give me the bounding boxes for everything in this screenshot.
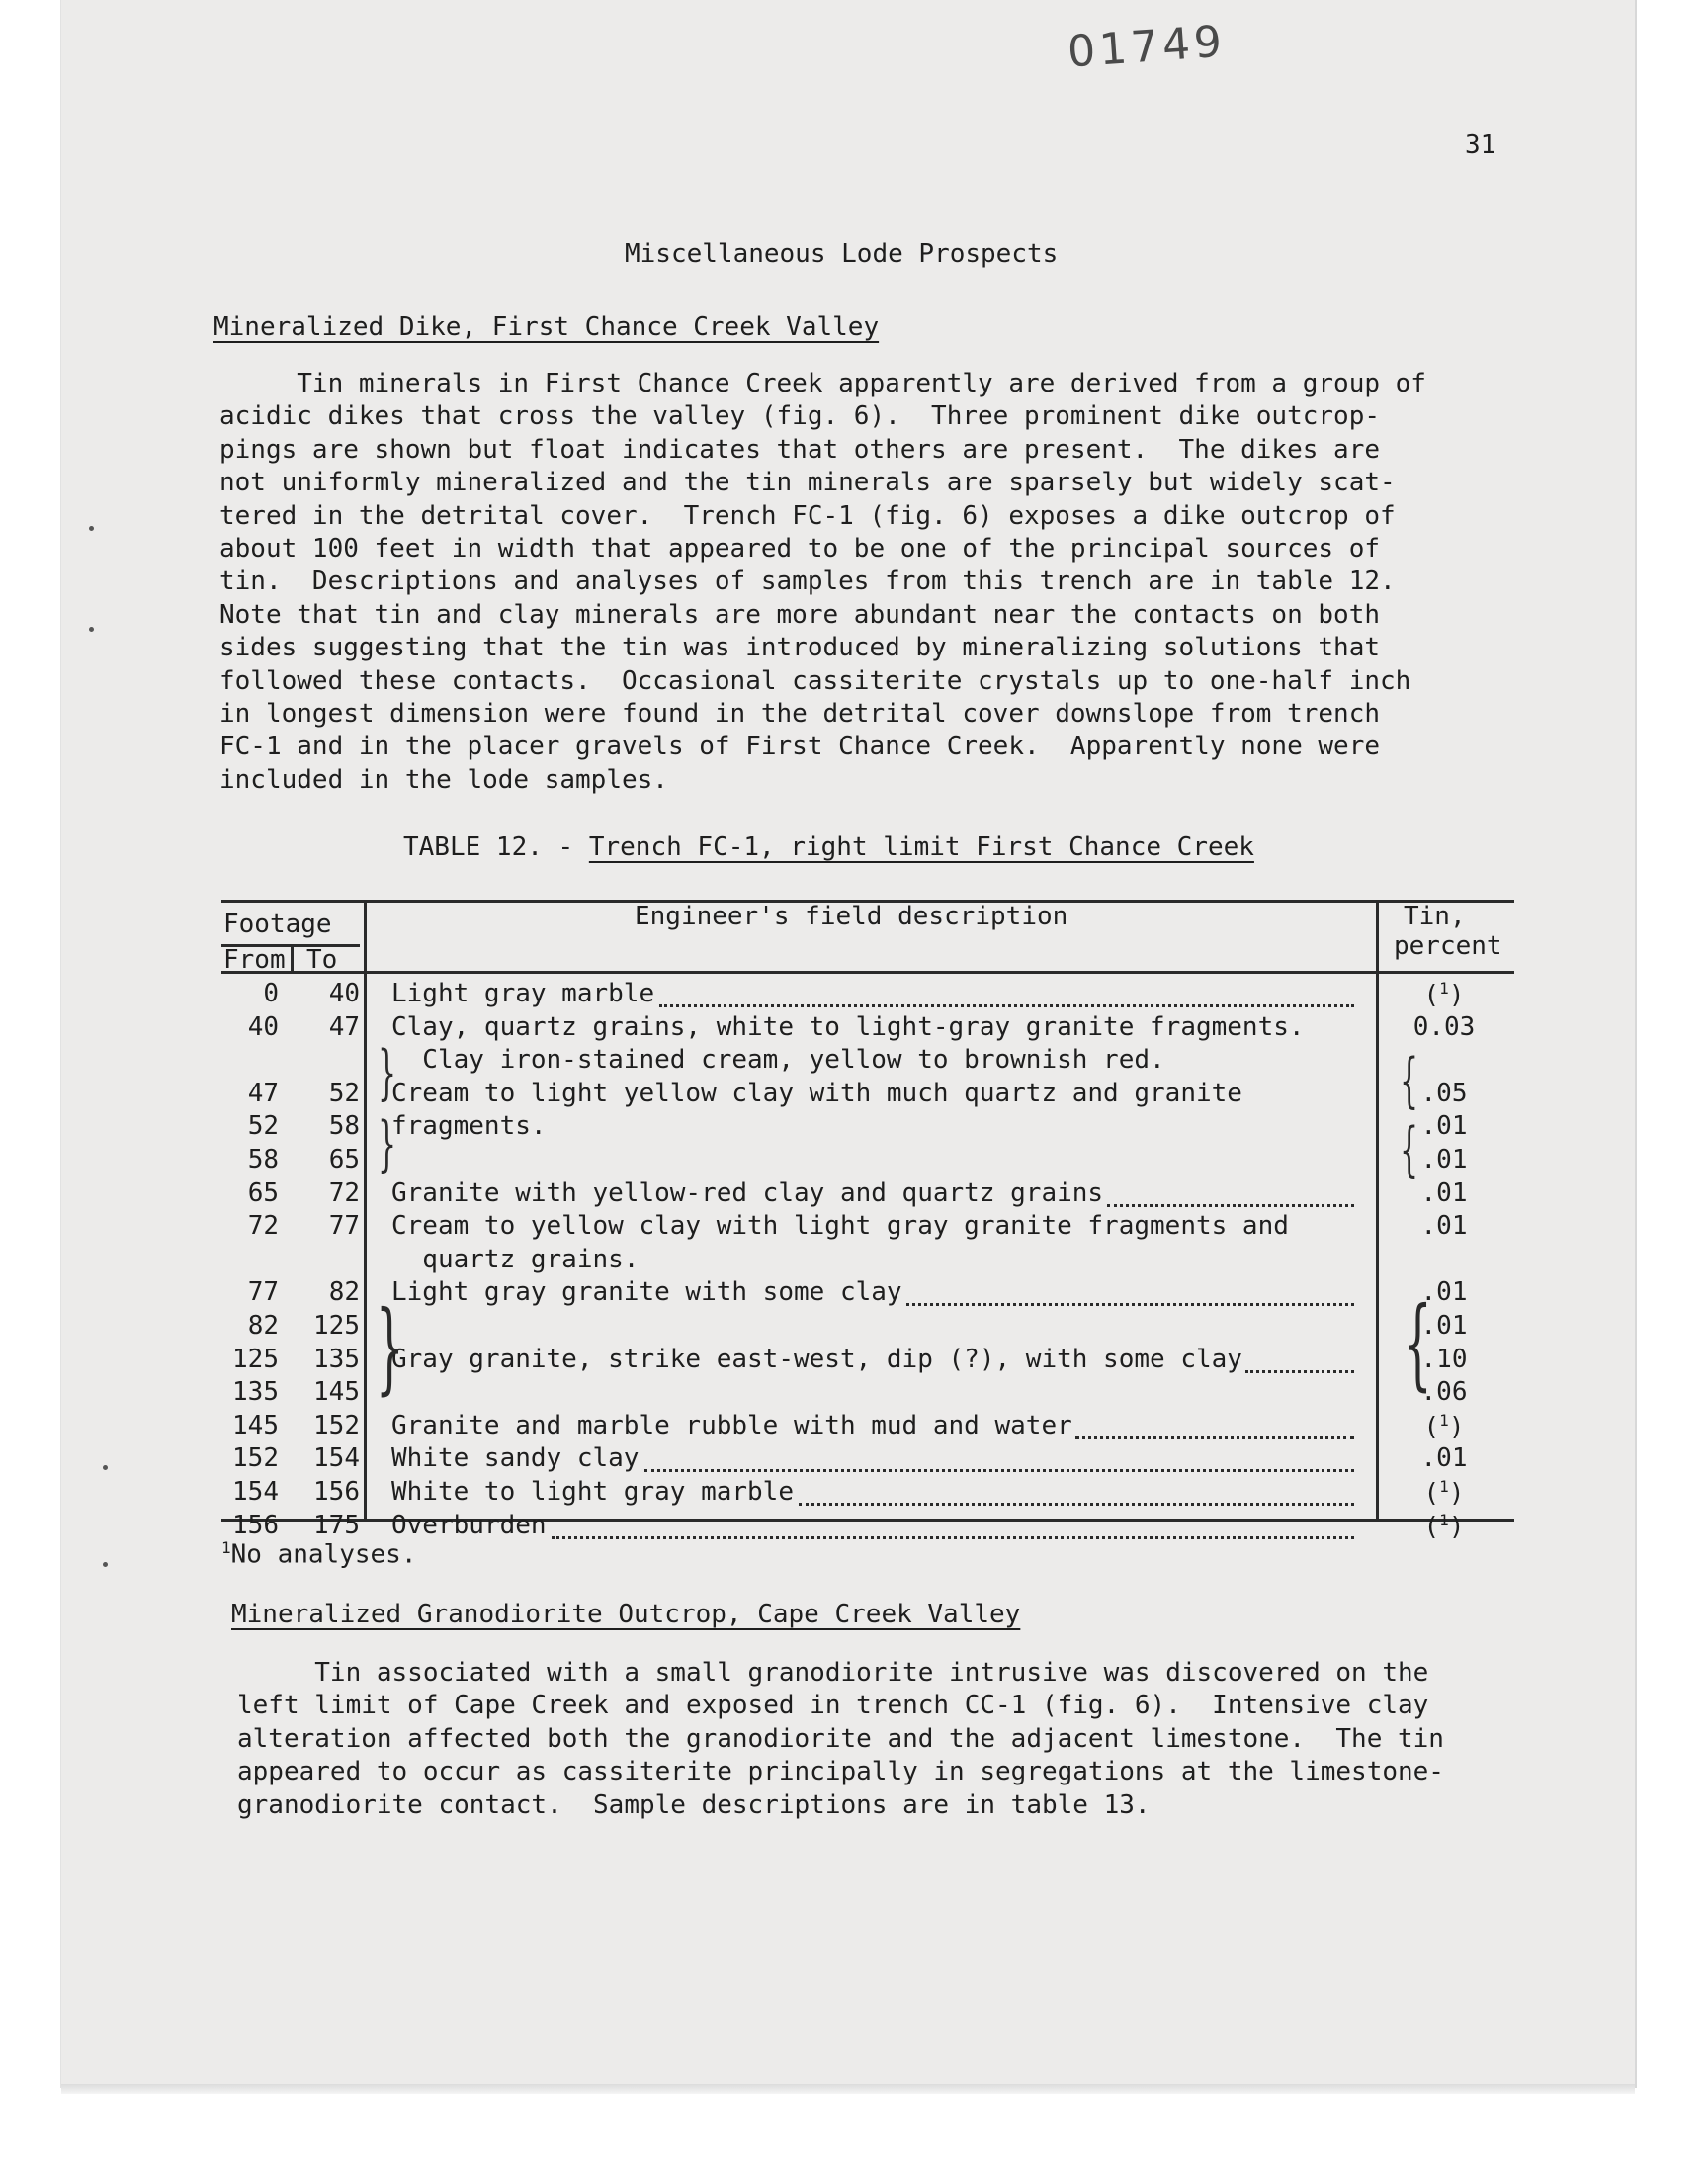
cell-to: 145 xyxy=(313,1377,360,1408)
table-row xyxy=(221,1477,1514,1510)
cell-from: 72 xyxy=(247,1211,279,1242)
table-row xyxy=(221,1178,1514,1211)
brace-47-58: } xyxy=(378,1038,397,1107)
cell-tin: ($^1$) xyxy=(1423,1477,1465,1509)
paragraph-dike-line: Tin minerals in First Chance Creek apparently are derived from a group of xyxy=(219,369,1426,398)
table-row xyxy=(221,1443,1514,1476)
scan-mark xyxy=(103,1465,108,1470)
table-row xyxy=(221,1145,1514,1177)
cell-to: 40 xyxy=(328,979,360,1008)
cell-tin: .10 xyxy=(1420,1344,1468,1374)
heading-mineralized-dike: Mineralized Dike, First Chance Creek Valley xyxy=(214,312,880,342)
paragraph-granodiorite-line: appeared to occur as cassiterite principally in segregations at the limestone- xyxy=(237,1757,1444,1787)
dot-leader xyxy=(799,1501,1354,1506)
from-to-divider xyxy=(291,944,294,972)
cell-description: Granite with yellow-red clay and quartz grains xyxy=(391,1177,1104,1208)
paragraph-dike-line: not uniformly mineralized and the tin minerals are sparsely but widely scat- xyxy=(219,468,1396,498)
header-from: From xyxy=(223,945,286,975)
cell-from: 152 xyxy=(232,1443,279,1474)
section-title: Miscellaneous Lode Prospects xyxy=(625,239,1059,269)
footnote-mark: 1 xyxy=(221,1538,231,1557)
dot-leader xyxy=(1107,1202,1354,1207)
cell-to: 52 xyxy=(328,1078,360,1108)
page-shadow xyxy=(61,2084,1635,2094)
cell-to: 154 xyxy=(313,1443,360,1474)
dot-leader xyxy=(644,1467,1354,1472)
cell-to: 65 xyxy=(328,1145,360,1174)
cell-tin: .05 xyxy=(1420,1078,1468,1108)
cell-from: 65 xyxy=(247,1177,279,1208)
cell-to: 175 xyxy=(313,1510,360,1540)
paragraph-granodiorite-line: Tin associated with a small granodiorite intrusive was discovered on the xyxy=(237,1658,1429,1688)
cell-to: 152 xyxy=(313,1410,360,1440)
table-row xyxy=(221,1411,1514,1443)
paragraph-dike-line: tin. Descriptions and analyses of samples from this trench are in table 12. xyxy=(219,566,1396,597)
scan-mark xyxy=(103,1562,108,1567)
table-caption xyxy=(403,832,1254,862)
brace-tin-82-145: { xyxy=(1404,1285,1432,1401)
paragraph-dike-line: about 100 feet in width that appeared to be one of the principal sources of xyxy=(219,534,1380,565)
table-caption-prefix: TABLE 12. - xyxy=(403,832,589,862)
cell-tin: ($^1$) xyxy=(1423,979,1465,1010)
cell-from: 58 xyxy=(247,1145,279,1174)
cell-from: 77 xyxy=(247,1277,279,1308)
table-row xyxy=(221,1045,1514,1078)
table-row xyxy=(221,1311,1514,1344)
cell-from: 125 xyxy=(232,1344,279,1374)
paragraph-dike-line: Note that tin and clay minerals are more abundant near the contacts on both xyxy=(219,599,1380,630)
table-row xyxy=(221,1211,1514,1244)
table-row xyxy=(221,979,1514,1011)
cell-tin: .01 xyxy=(1420,1211,1468,1242)
dot-leader xyxy=(906,1301,1354,1306)
cell-tin: .01 xyxy=(1420,1177,1468,1208)
cell-tin: .01 xyxy=(1420,1277,1468,1308)
dot-leader xyxy=(1075,1435,1354,1439)
cell-description: Gray granite, strike east-west, dip (?), with some clay xyxy=(391,1344,1242,1374)
cell-to: 77 xyxy=(328,1211,360,1242)
cell-tin: .01 xyxy=(1420,1145,1468,1174)
cell-from: 40 xyxy=(247,1011,279,1042)
paragraph-dike-line: acidic dikes that cross the valley (fig. 6). Three prominent dike outcrop- xyxy=(219,401,1380,432)
paragraph-granodiorite xyxy=(237,1657,1444,1822)
cell-to: 72 xyxy=(328,1177,360,1208)
cell-to: 82 xyxy=(328,1277,360,1308)
header-bottom-rule xyxy=(221,971,1514,974)
dot-leader xyxy=(552,1534,1354,1539)
paragraph-granodiorite-line: left limit of Cape Creek and exposed in trench CC-1 (fig. 6). Intensive clay xyxy=(237,1691,1429,1721)
heading-granodiorite: Mineralized Granodiorite Outcrop, Cape Creek Valley xyxy=(231,1600,1021,1629)
dot-leader xyxy=(659,1002,1354,1007)
paragraph-dike-line: pings are shown but float indicates that others are present. The dikes are xyxy=(219,434,1380,465)
brace-82-145: } xyxy=(376,1289,404,1405)
scan-mark xyxy=(89,627,94,632)
paragraph-dike-line: in longest dimension were found in the detrital cover downslope from trench xyxy=(219,699,1380,730)
cell-tin: ($^1$) xyxy=(1423,1510,1465,1542)
cell-to: 58 xyxy=(328,1111,360,1142)
cell-description: Light gray marble xyxy=(391,979,655,1008)
table-row xyxy=(221,1377,1514,1410)
footnote-text: No analyses. xyxy=(230,1539,417,1570)
cell-description: Granite and marble rubble with mud and water xyxy=(391,1410,1072,1440)
cell-tin: 0.03 xyxy=(1412,1011,1476,1042)
paragraph-dike xyxy=(219,368,1426,797)
cell-description: Clay, quartz grains, white to light-gray granite fragments. xyxy=(391,1011,1305,1042)
header-description: Engineer's field description xyxy=(635,902,1068,931)
cell-description: fragments. xyxy=(391,1111,547,1142)
paragraph-dike-line: tered in the detrital cover. Trench FC-1 (fig. 6) exposes a dike outcrop of xyxy=(219,500,1396,531)
cell-from: 156 xyxy=(232,1510,279,1540)
cell-from: 47 xyxy=(247,1078,279,1108)
header-to: To xyxy=(306,945,338,975)
cell-from: 52 xyxy=(247,1111,279,1142)
paragraph-granodiorite-line: alteration affected both the granodiorite and the adjacent limestone. The tin xyxy=(237,1723,1444,1754)
paragraph-granodiorite-line: granodiorite contact. Sample descriptions are in table 13. xyxy=(237,1789,1151,1820)
table-row xyxy=(221,1079,1514,1111)
cell-from: 154 xyxy=(232,1477,279,1507)
brace-tin-58-72: { xyxy=(1400,1115,1419,1184)
cell-from: 135 xyxy=(232,1377,279,1408)
brace-58-72: } xyxy=(378,1109,397,1178)
cell-from: 145 xyxy=(232,1410,279,1440)
cell-description: Clay iron-stained cream, yellow to brownish red. xyxy=(391,1045,1165,1076)
table-row xyxy=(221,1345,1514,1377)
paragraph-dike-line: FC-1 and in the placer gravels of First Chance Creek. Apparently none were xyxy=(219,732,1380,762)
cell-tin: .01 xyxy=(1420,1311,1468,1341)
cell-from: 0 xyxy=(263,979,279,1008)
table-row xyxy=(221,1277,1514,1310)
cell-tin: .06 xyxy=(1420,1377,1468,1408)
header-percent: percent xyxy=(1394,931,1502,961)
cell-description: White sandy clay xyxy=(391,1443,640,1474)
paragraph-dike-line: sides suggesting that the tin was introduced by mineralizing solutions that xyxy=(219,633,1380,663)
cell-description: quartz grains. xyxy=(391,1244,640,1274)
dot-leader xyxy=(1245,1368,1354,1373)
cell-description: Light gray granite with some clay xyxy=(391,1277,902,1308)
scan-mark xyxy=(89,526,94,531)
page-number: 31 xyxy=(1465,130,1496,160)
cell-description: Cream to light yellow clay with much quartz and granite xyxy=(391,1078,1242,1108)
document-stamp: 01749 xyxy=(1066,16,1228,78)
cell-to: 125 xyxy=(313,1311,360,1341)
cell-description: Cream to yellow clay with light gray granite fragments and xyxy=(391,1211,1289,1242)
table-footnote xyxy=(221,1538,416,1570)
paragraph-dike-line: included in the lode samples. xyxy=(219,764,668,795)
table-caption-title: Trench FC-1, right limit First Chance Creek xyxy=(588,832,1254,862)
cell-description: White to light gray marble xyxy=(391,1477,794,1507)
cell-from: 82 xyxy=(247,1311,279,1341)
cell-to: 156 xyxy=(313,1477,360,1507)
brace-tin-47-58: { xyxy=(1400,1046,1419,1115)
table-row xyxy=(221,1012,1514,1045)
header-footage: Footage xyxy=(223,910,332,939)
cell-to: 47 xyxy=(328,1011,360,1042)
header-tin: Tin, xyxy=(1404,902,1466,931)
table-12 xyxy=(221,900,1514,1542)
cell-tin: ($^1$) xyxy=(1423,1410,1465,1442)
cell-description: Overburden xyxy=(391,1510,547,1540)
table-row xyxy=(221,1245,1514,1277)
paragraph-dike-line: followed these contacts. Occasional cassiterite crystals up to one-half inch xyxy=(219,665,1411,696)
cell-tin: .01 xyxy=(1420,1443,1468,1474)
cell-to: 135 xyxy=(313,1344,360,1374)
cell-tin: .01 xyxy=(1420,1111,1468,1142)
table-row xyxy=(221,1111,1514,1144)
